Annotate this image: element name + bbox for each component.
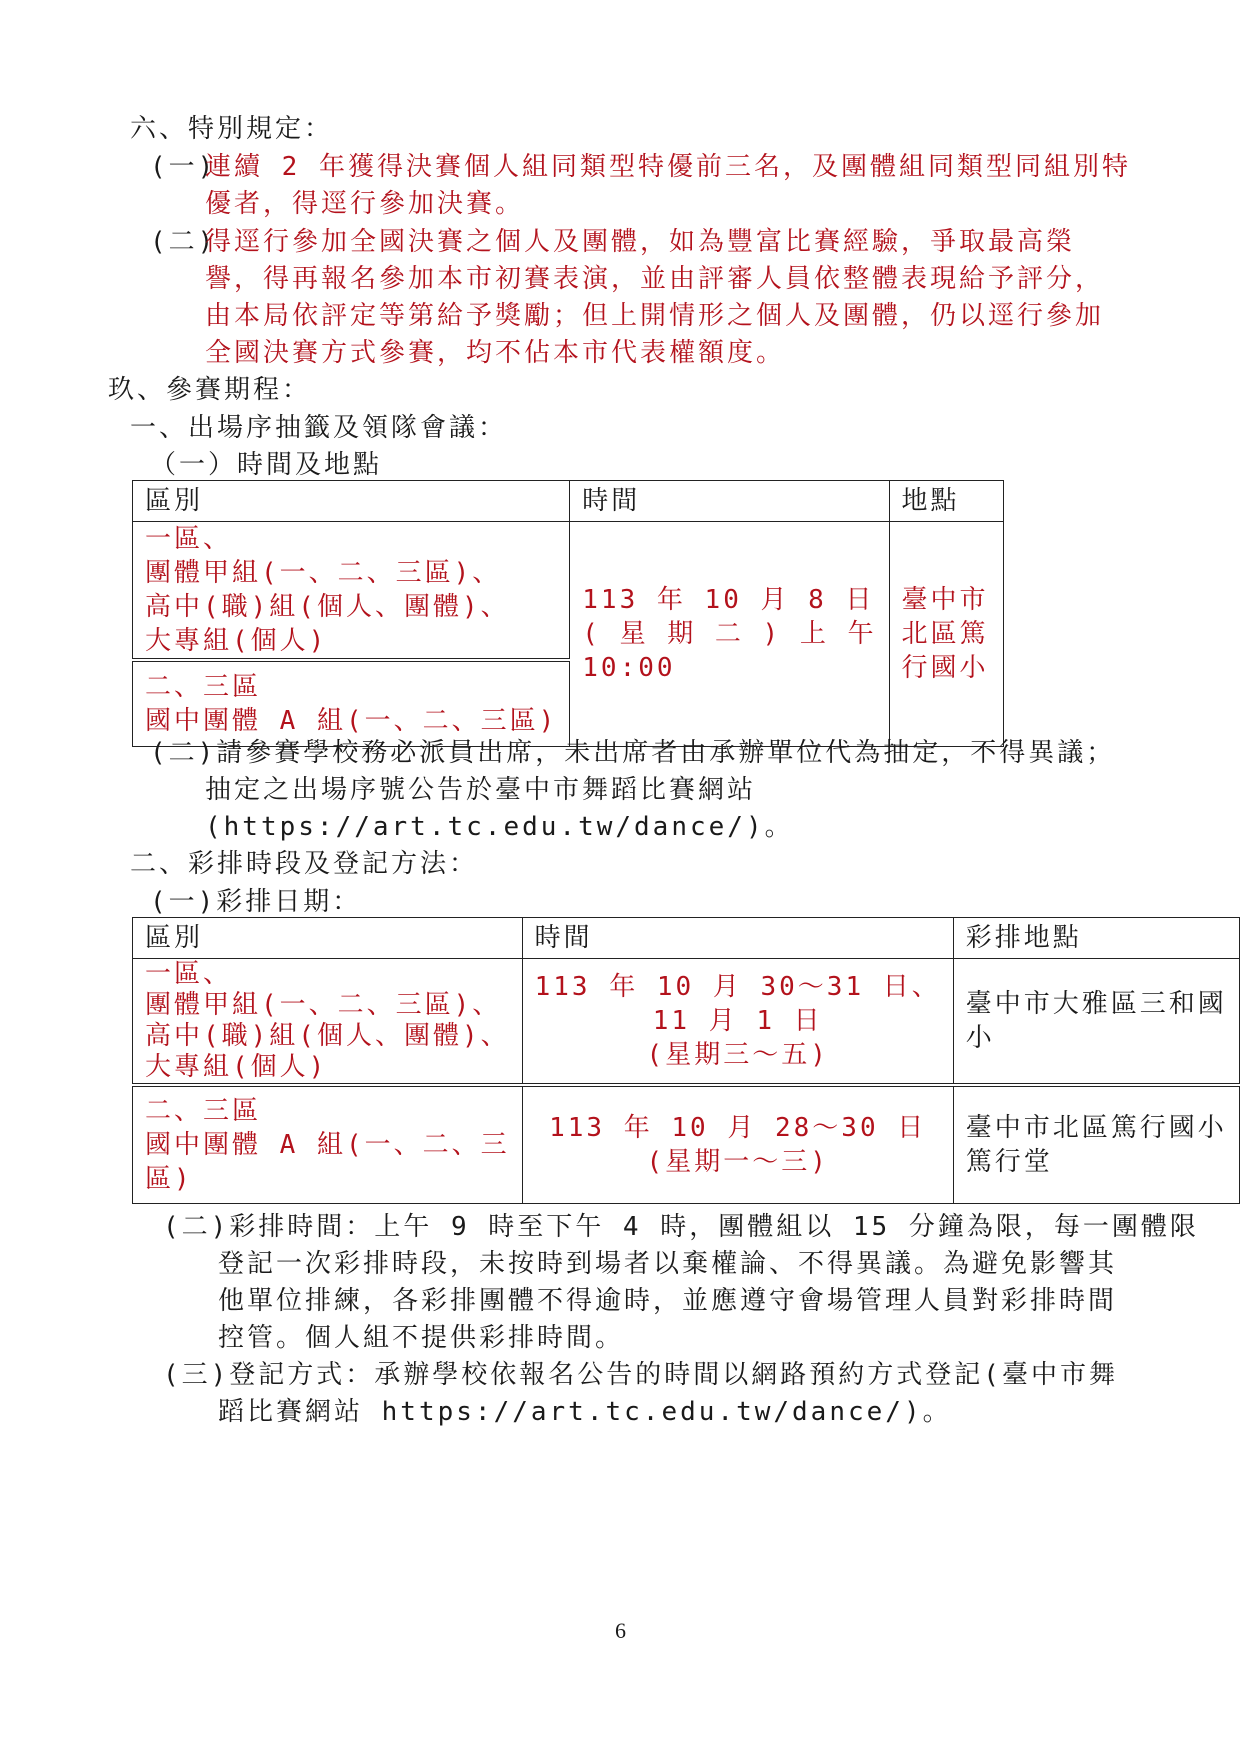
table1-header-region: 區別 xyxy=(133,481,570,522)
draw-meeting-table xyxy=(132,480,1004,747)
page-number: 6 xyxy=(615,1618,626,1643)
section6-item2-label: (二) xyxy=(150,227,217,257)
table2-row1-place: 臺中市大雅區三和國 小 xyxy=(953,959,1239,1086)
section9-sub2-item1: (一)彩排日期： xyxy=(150,887,362,917)
table2-row2-time: 113 年 10 月 28～30 日 (星期一～三) xyxy=(522,1085,953,1203)
section6-item1-line2: 優者，得逕行參加決賽。 xyxy=(205,189,525,219)
section9-sub2-item3-line1: (三)登記方式：承辦學校依報名公告的時間以網路預約方式登記(臺中市舞 xyxy=(163,1360,1118,1390)
section6-item2-line2: 譽，得再報名參加本市初賽表演，並由評審人員依整體表現給予評分， xyxy=(205,264,1105,294)
rehearsal-table xyxy=(132,917,1240,1204)
section9-sub1-item1: （一）時間及地點 xyxy=(150,450,383,480)
section9-sub2-item2-line2: 登記一次彩排時段，未按時到場者以棄權論、不得異議。為避免影響其 xyxy=(218,1249,1118,1279)
table2-row2-region: 二、三區 國中團體 A 組(一、二、三 區) xyxy=(133,1085,523,1203)
section6-item2-line3: 由本局依評定等第給予獎勵；但上開情形之個人及團體，仍以逕行參加 xyxy=(205,301,1105,331)
table1-row1-region: 一區、 團體甲組(一、二、三區)、 高中(職)組(個人、團體)、 大專組(個人) xyxy=(133,522,570,661)
section9-title: 玖、參賽期程： xyxy=(108,375,312,405)
table2-header-time: 時間 xyxy=(522,918,953,959)
section9-sub2-title: 二、彩排時段及登記方法： xyxy=(130,849,479,879)
table2-header-place: 彩排地點 xyxy=(953,918,1239,959)
section6-item1-line1: 連續 2 年獲得決賽個人組同類型特優前三名，及團體組同類型同組別特 xyxy=(205,152,1131,182)
section9-sub1-item2-line3: (https://art.tc.edu.tw/dance/)。 xyxy=(205,812,794,842)
table2-row2-place: 臺中市北區篤行國小 篤行堂 xyxy=(953,1085,1239,1203)
section6-item2-line4: 全國決賽方式參賽，均不佔本市代表權額度。 xyxy=(205,338,786,368)
table1-header-place: 地點 xyxy=(889,481,1003,522)
section6-item1-label: (一) xyxy=(150,152,217,182)
table1-time: 113 年 10 月 8 日 ( 星 期 二 ) 上 午 10:00 xyxy=(570,522,889,747)
table2-row1-time: 113 年 10 月 30～31 日、 11 月 1 日 (星期三～五) xyxy=(522,959,953,1086)
table1-header-time: 時間 xyxy=(570,481,889,522)
table1-place: 臺中市北區篤行國小 xyxy=(889,522,1003,747)
table2-row1-region: 一區、 團體甲組(一、二、三區)、 高中(職)組(個人、團體)、 大專組(個人) xyxy=(133,959,523,1086)
table2-header-region: 區別 xyxy=(133,918,523,959)
section9-sub2-item2-line4: 控管。個人組不提供彩排時間。 xyxy=(218,1323,625,1353)
section6-item2-line1: 得逕行參加全國決賽之個人及團體，如為豐富比賽經驗，爭取最高榮 xyxy=(205,227,1076,257)
section9-sub2-item2-line1: (二)彩排時間：上午 9 時至下午 4 時，團體組以 15 分鐘為限，每一團體限 xyxy=(163,1212,1199,1242)
section9-sub1-item2-line1: (二)請參賽學校務必派員出席，未出席者由承辦單位代為抽定，不得異議； xyxy=(150,738,1116,768)
section9-sub2-item3-line2: 蹈比賽網站 https://art.tc.edu.tw/dance/)。 xyxy=(218,1397,952,1427)
section9-sub2-item2-line3: 他單位排練，各彩排團體不得逾時，並應遵守會場管理人員對彩排時間 xyxy=(218,1286,1118,1316)
table1-row2-region: 二、三區 國中團體 A 組(一、二、三區) xyxy=(133,660,570,746)
section9-sub1-item2-line2: 抽定之出場序號公告於臺中市舞蹈比賽網站 xyxy=(205,775,757,805)
section9-sub1-title: 一、出場序抽籤及領隊會議： xyxy=(130,413,508,443)
section6-title: 六、特別規定： xyxy=(130,114,334,144)
